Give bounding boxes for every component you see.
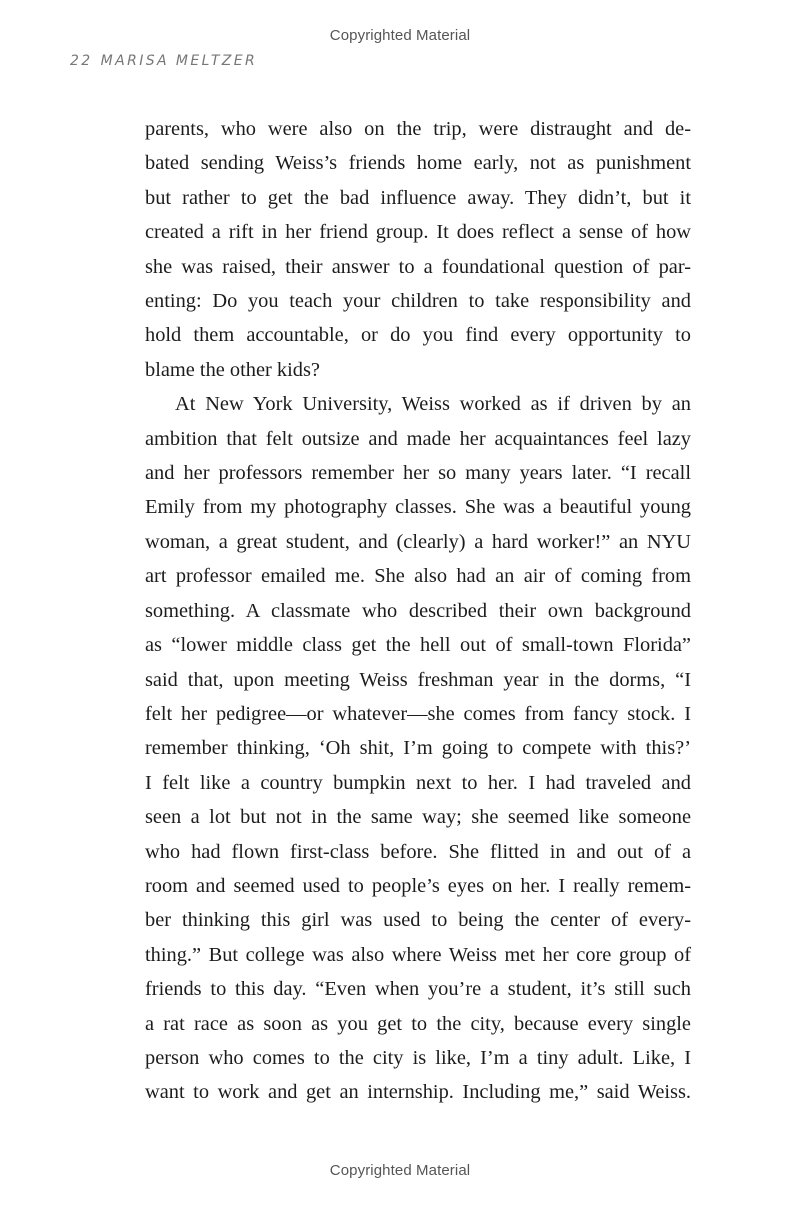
paragraph-2: [145, 387, 691, 1110]
text-line: but rather to get the bad influence away. They didn’t, but it: [145, 186, 691, 209]
text-line: ambition that felt outsize and made her acquaintances feel lazy: [145, 427, 691, 450]
text-line: At New York University, Weiss worked as if driven by an: [175, 393, 691, 416]
text-line: want to work and get an internship. Including me,” said Weiss.: [145, 1081, 691, 1104]
text-line: seen a lot but not in the same way; she seemed like someone: [145, 806, 691, 829]
text-line: Emily from my photography classes. She was a beautiful young: [145, 496, 691, 519]
text-line: as “lower middle class get the hell out of small-town Florida”: [145, 634, 691, 657]
text-line: friends to this day. “Even when you’re a student, it’s still such: [145, 978, 691, 1001]
text-line: and her professors remember her so many years later. “I recall: [145, 462, 691, 485]
text-line: enting: Do you teach your children to take responsibility and: [145, 290, 691, 313]
text-line: something. A classmate who described their own background: [145, 599, 691, 622]
text-line: remember thinking, ‘Oh shit, I’m going to compete with this?’: [145, 737, 691, 760]
text-line: a rat race as soon as you get to the city, because every single: [145, 1012, 691, 1035]
text-line: room and seemed used to people’s eyes on her. I really remem-: [145, 874, 691, 897]
text-line: created a rift in her friend group. It does reflect a sense of how: [145, 221, 691, 244]
text-line: said that, upon meeting Weiss freshman year in the dorms, “I: [145, 668, 691, 691]
text-line: hold them accountable, or do you find every opportunity to: [145, 324, 691, 347]
copyright-watermark-bottom: Copyrighted Material: [329, 1162, 471, 1179]
paragraph-1: [145, 112, 691, 387]
author-name: MARISA MELTZER: [100, 53, 258, 69]
text-line: blame the other kids?: [145, 358, 320, 381]
text-line: felt her pedigree—or whatever—she comes from fancy stock. I: [145, 702, 691, 725]
text-line: bated sending Weiss’s friends home early, not as punishment: [145, 152, 691, 175]
text-line: person who comes to the city is like, I’m a tiny adult. Like, I: [145, 1046, 691, 1069]
body-text: [145, 112, 691, 1110]
text-line: thing.” But college was also where Weiss met her core group of: [145, 943, 691, 966]
text-line: she was raised, their answer to a foundational question of par-: [145, 255, 691, 278]
text-line: ber thinking this girl was used to being the center of every-: [145, 909, 691, 932]
copyright-watermark-top: Copyrighted Material: [329, 27, 471, 44]
text-line: parents, who were also on the trip, were distraught and de-: [145, 118, 691, 140]
running-head: [70, 53, 257, 69]
text-line: I felt like a country bumpkin next to her. I had traveled and: [145, 771, 691, 794]
text-line: art professor emailed me. She also had an air of coming from: [145, 565, 691, 588]
text-line: woman, a great student, and (clearly) a hard worker!” an NYU: [145, 530, 691, 553]
page-number: 22: [70, 53, 93, 69]
text-line: who had flown first-class before. She flitted in and out of a: [145, 840, 691, 863]
